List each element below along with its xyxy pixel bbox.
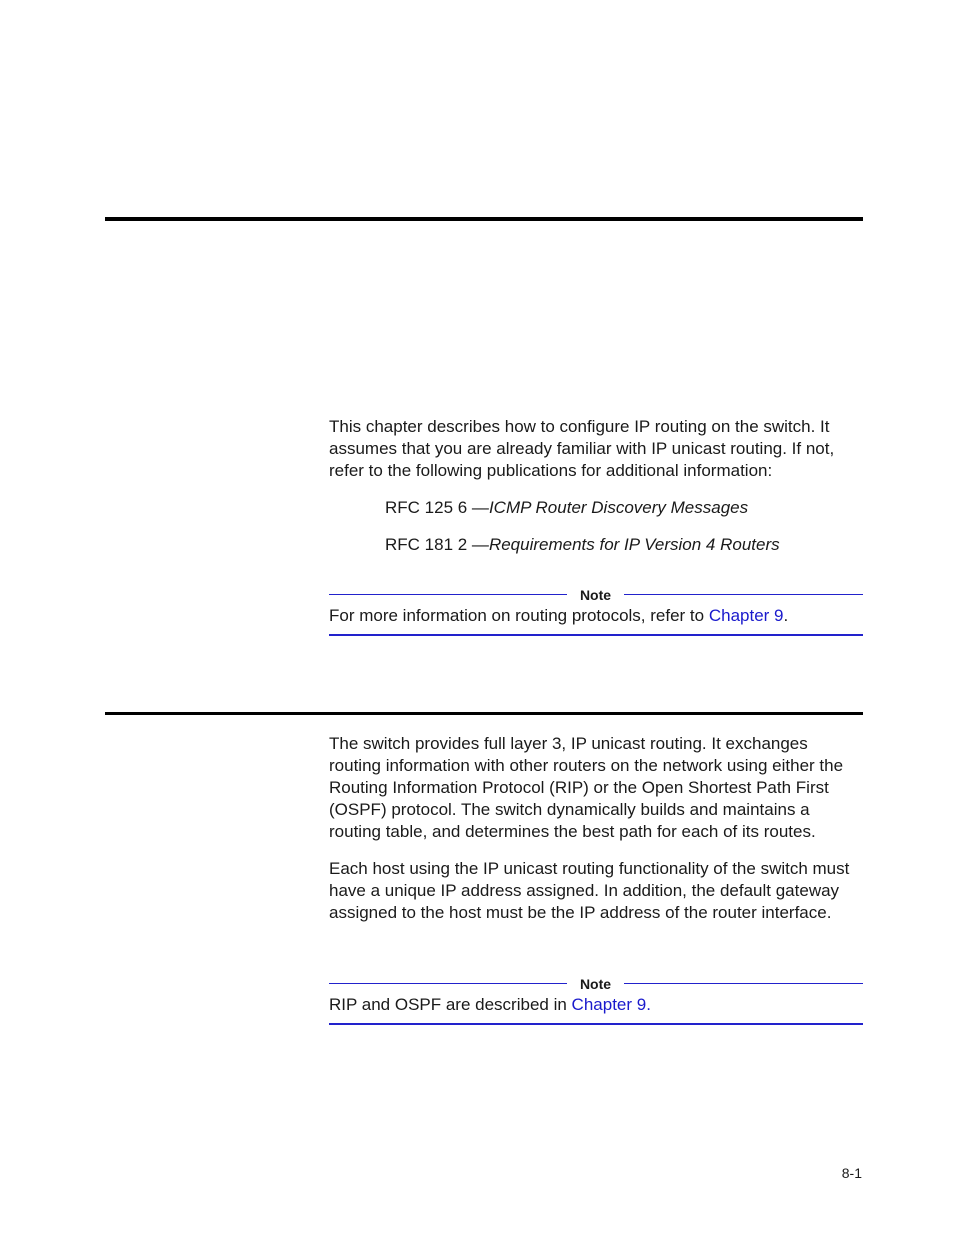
note-label: Note (579, 976, 612, 992)
note-text (329, 994, 863, 1025)
reference-title: ICMP Router Discovery Messages (488, 498, 749, 517)
overview-paragraph: Each host using the IP unicast routing functionality of the switch must have a unique IP address assigned. In addition, the default gateway assigned to the host must be the IP address of the router interface. (329, 859, 850, 922)
note-box (329, 974, 863, 1025)
note-rule-right (624, 983, 863, 984)
section-rule (105, 712, 863, 715)
chapter-link[interactable]: Chapter 9. (571, 995, 651, 1014)
reference-id: RFC 125 6 — (385, 498, 489, 517)
note-header (329, 585, 863, 605)
reference-id: RFC 181 2 — (385, 535, 489, 554)
note-box (329, 585, 863, 636)
intro-paragraph: This chapter describes how to configure IP routing on the switch. It assumes that you are already familiar with IP unicast routing. If not, refer to the following publications for additional information: (329, 417, 835, 480)
chapter-link[interactable]: Chapter 9 (708, 606, 784, 625)
note-rule-left (329, 983, 567, 984)
reference-title: Requirements for IP Version 4 Routers (488, 535, 780, 554)
note-label: Note (579, 587, 612, 603)
reference-item (385, 534, 780, 556)
reference-item (385, 497, 748, 519)
note-text (329, 605, 863, 636)
note-text-suffix: . (783, 606, 789, 625)
note-header (329, 974, 863, 994)
intro-section (329, 416, 863, 482)
note-text-prefix: For more information on routing protocols, refer to (329, 606, 709, 625)
page-number: 8-1 (841, 1165, 862, 1181)
note-rule-left (329, 594, 567, 595)
overview-paragraph: The switch provides full layer 3, IP unicast routing. It exchanges routing information with other routers on the network using either the Routing Information Protocol (RIP) or the Open Shortest Path First (OSPF) protocol. The switch dynamically builds and maintains a routing table, and determines the best path for each of its routes. (329, 734, 844, 841)
note-text-prefix: RIP and OSPF are described in (329, 995, 572, 1014)
overview-section (329, 733, 863, 924)
chapter-top-rule (105, 217, 863, 221)
note-rule-right (624, 594, 863, 595)
